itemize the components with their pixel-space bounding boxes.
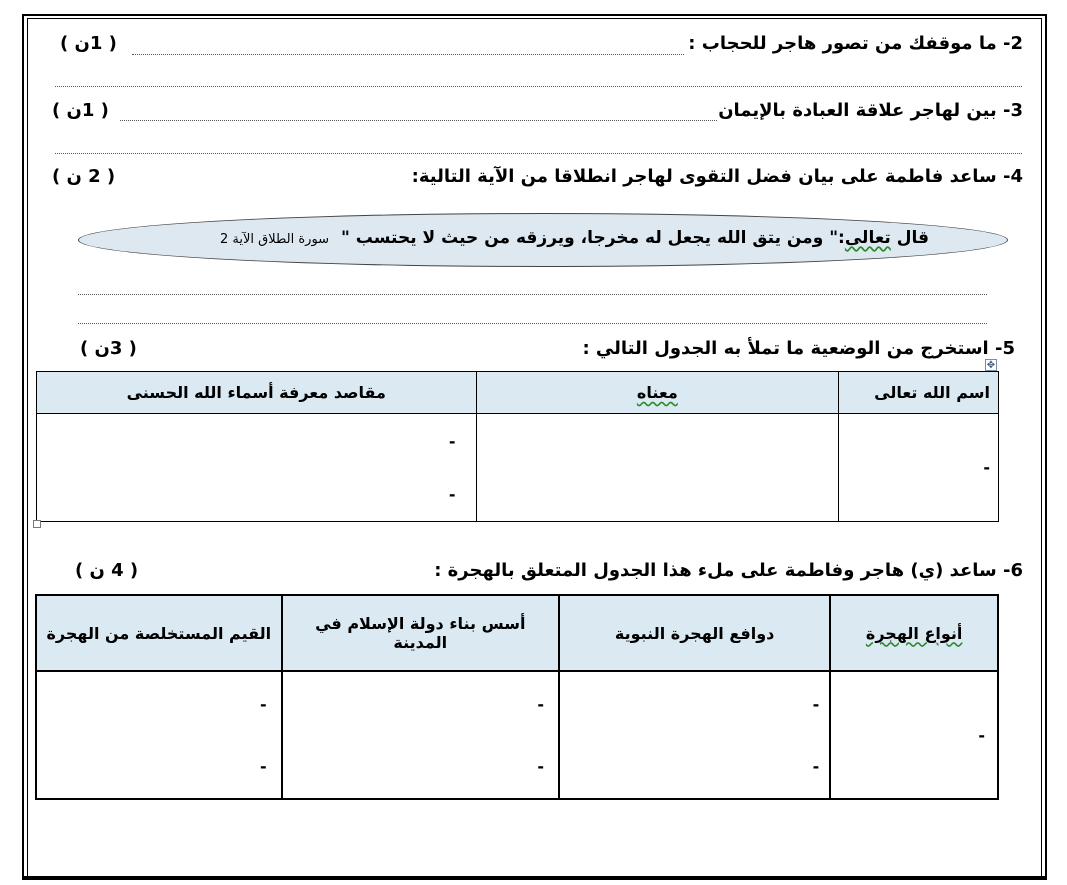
question-2 [688,33,1023,54]
question-2-text: 2- ما موقفك من تصور هاجر للحجاب : [688,33,1023,54]
verse-source: سورة الطلاق الآية 2 [219,232,330,247]
q6-dash-motives-1: - [812,694,820,714]
points-q3: ( 1ن ) [52,100,109,121]
q6-cell-types[interactable] [830,671,998,799]
question-5 [582,338,1015,359]
question-4-text: 4- ساعد فاطمة على بيان فضل التقوى لهاجر انطلاقا من الآية التالية: [411,166,1023,187]
table-q5 [36,371,999,522]
q5-cell-name[interactable] [839,414,999,522]
verse-body: :" ومن يتق الله يجعل له مخرجا، ويرزقه من حيث لا يحتسب " [340,228,845,248]
points-q6: ( 4 ن ) [75,560,139,581]
q6-header-types [830,595,998,671]
q6-dash-foundations-2: - [537,756,544,776]
points-q2: ( 1ن ) [60,33,117,54]
q5-header-meaning [476,372,839,414]
answer-line-q4-b[interactable] [78,323,987,324]
verse-ellipse [78,213,1008,267]
q6-header-values: القيم المستخلصة من الهجرة [36,595,282,671]
q6-cell-foundations[interactable] [282,671,559,799]
q6-cell-values[interactable] [36,671,282,799]
q6-header-motives-text: دوافع الهجرة النبوية [614,623,775,643]
q6-dash-values-2: - [259,756,267,776]
question-4 [412,166,1023,187]
table-resize-handle[interactable] [33,520,41,528]
q5-dash: - [983,458,990,477]
q5-cell-purposes[interactable] [37,414,477,522]
q5-cell-meaning[interactable] [476,414,839,522]
q5-header-meaning-text: معناه [636,383,678,402]
q5-dash-2: - [448,484,456,504]
verse-text [220,228,929,248]
answer-line-q2-b[interactable] [55,86,1022,87]
move-handle-icon[interactable]: ✥ [986,360,996,371]
question-5-text: 5- استخرج من الوضعية ما تملأ به الجدول التالي : [582,338,1015,359]
points-q5: ( 3ن ) [80,338,137,359]
q5-header-name: اسم الله تعالى [839,372,999,414]
question-6-text: 6- ساعد (ي) هاجر وفاطمة على ملء هذا الجدول المتعلق بالهجرة : [434,560,1023,581]
table-q6 [35,594,999,800]
q6-cell-motives[interactable] [559,671,830,799]
points-q4: ( 2 ن ) [52,166,116,187]
q6-header-foundations: أسس بناء دولة الإسلام في المدينة [282,595,559,671]
answer-line-q3-b[interactable] [55,153,1022,154]
question-3-text: 3- بين لهاجر علاقة العبادة بالإيمان [718,100,1023,121]
verse-word: تعالى [844,228,891,248]
q6-dash-values-1: - [259,694,267,714]
question-6 [434,560,1023,581]
q6-dash-foundations-1: - [537,694,544,714]
verse-prefix: قال [896,228,929,248]
q5-header-purposes: مقاصد معرفة أسماء الله الحسنى [37,372,477,414]
answer-line-q4-a[interactable] [78,294,987,295]
question-3 [718,100,1023,121]
q5-dash-1: - [448,431,456,451]
answer-line-q2[interactable] [132,54,684,55]
q6-header-types-text: أنواع الهجرة [865,623,963,643]
q6-dash-motives-2: - [812,756,820,776]
answer-line-q3[interactable] [120,120,717,121]
q6-dash-types: - [978,725,985,745]
q6-header-motives [559,595,830,671]
